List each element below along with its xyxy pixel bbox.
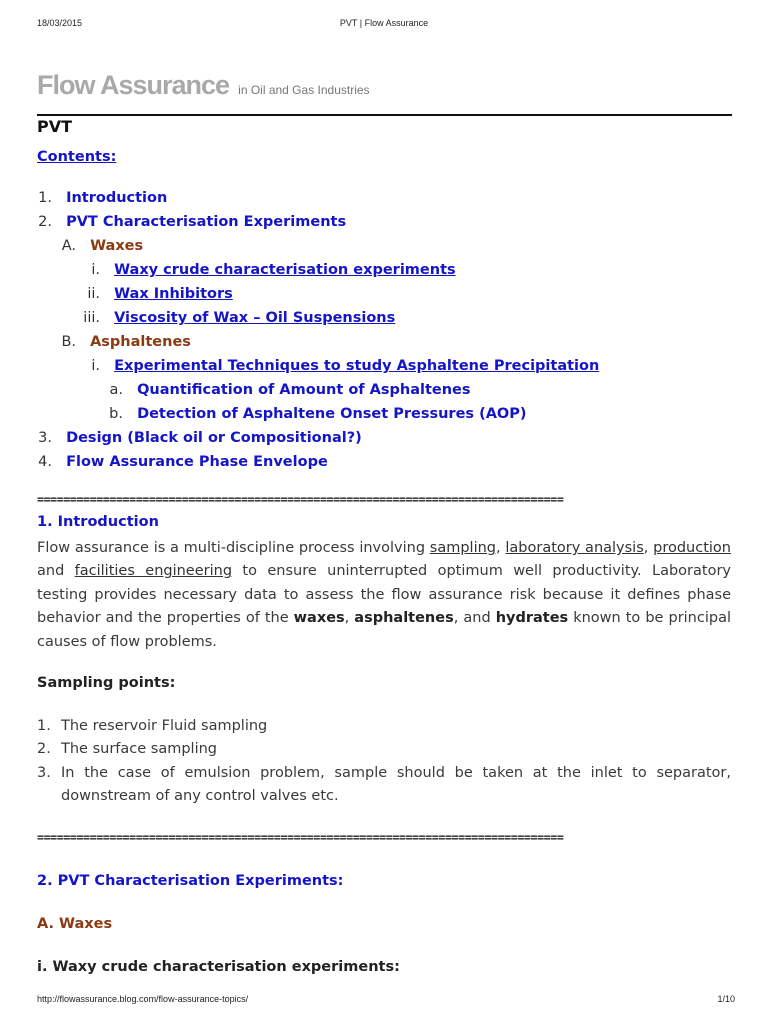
toc-marker: A. bbox=[61, 238, 76, 254]
heading-waxes: A. Waxes bbox=[37, 916, 113, 932]
intro-text: , and bbox=[453, 610, 496, 627]
separator-line: ================================================================================ bbox=[37, 492, 564, 506]
toc-link-waxes[interactable]: Waxes bbox=[90, 238, 144, 254]
toc-marker: 1. bbox=[38, 190, 52, 206]
toc-item[interactable] bbox=[0, 334, 191, 350]
intro-text: known to be principal causes of flow problems. bbox=[37, 610, 731, 650]
toc-marker: iii. bbox=[83, 310, 100, 326]
list-text: The reservoir Fluid sampling bbox=[61, 718, 268, 734]
list-number: 3. bbox=[37, 764, 51, 781]
toc-item[interactable] bbox=[0, 190, 167, 206]
print-date: 18/03/2015 bbox=[37, 18, 83, 28]
toc-marker: ii. bbox=[87, 286, 100, 302]
list-text: In the case of emulsion problem, sample should be taken at the inlet to separator, downstream of any control valves etc. bbox=[61, 764, 731, 805]
list-number: 2. bbox=[37, 741, 51, 758]
intro-paragraph bbox=[37, 537, 731, 654]
intro-text: to ensure uninterrupted optimum well productivity. Laboratory testing provides necessary data to assess the flow assurance risk because it defines phase behavior and the properties of the bbox=[37, 563, 731, 627]
toc-link-waxy-crude[interactable]: Waxy crude characterisation experiments bbox=[114, 262, 456, 278]
toc-item[interactable] bbox=[0, 262, 456, 278]
toc-marker: i. bbox=[91, 262, 100, 278]
term-asphaltenes: asphaltenes bbox=[354, 610, 454, 627]
toc-item[interactable] bbox=[0, 214, 346, 230]
page-title: PVT bbox=[37, 117, 73, 136]
toc-link-experimental-techniques[interactable]: Experimental Techniques to study Asphaltene Precipitation bbox=[114, 358, 600, 374]
link-sampling[interactable]: sampling bbox=[429, 540, 497, 556]
list-number: 1. bbox=[37, 718, 51, 734]
toc-link-design[interactable]: Design (Black oil or Compositional?) bbox=[66, 430, 362, 446]
site-header bbox=[37, 70, 732, 116]
toc-item[interactable] bbox=[0, 430, 362, 446]
toc-marker: 3. bbox=[38, 430, 52, 446]
heading-introduction: 1. Introduction bbox=[37, 514, 159, 530]
toc-marker: 4. bbox=[38, 454, 52, 470]
site-tagline: in Oil and Gas Industries bbox=[238, 83, 370, 97]
toc-item[interactable] bbox=[0, 382, 471, 398]
toc-link-phase-envelope[interactable]: Flow Assurance Phase Envelope bbox=[66, 454, 328, 470]
term-hydrates: hydrates bbox=[495, 610, 569, 627]
separator-line: ================================================================================ bbox=[37, 830, 564, 844]
intro-text: Flow assurance is a multi-discipline process involving bbox=[37, 540, 430, 556]
heading-sampling-points: Sampling points: bbox=[37, 675, 176, 691]
toc-marker: i. bbox=[91, 358, 100, 374]
toc-item[interactable] bbox=[0, 286, 233, 302]
intro-text: , bbox=[496, 540, 506, 556]
link-facilities-engineering[interactable]: facilities engineering bbox=[74, 563, 233, 580]
toc-link-detection-aop[interactable]: Detection of Asphaltene Onset Pressures (AOP) bbox=[137, 406, 527, 422]
toc-link-quantification[interactable]: Quantification of Amount of Asphaltenes bbox=[137, 382, 471, 398]
toc-item[interactable] bbox=[0, 358, 599, 374]
list-item bbox=[37, 738, 731, 761]
site-title[interactable]: Flow Assurance bbox=[37, 70, 230, 100]
toc-item[interactable] bbox=[0, 310, 395, 326]
link-production[interactable]: production bbox=[653, 540, 731, 556]
link-laboratory-analysis[interactable]: laboratory analysis bbox=[505, 540, 644, 556]
heading-waxy-crude: i. Waxy crude characterisation experiments: bbox=[37, 959, 400, 975]
toc-link-introduction[interactable]: Introduction bbox=[66, 190, 168, 206]
toc-item[interactable] bbox=[0, 238, 143, 254]
intro-text: and bbox=[37, 563, 75, 580]
term-waxes: waxes bbox=[293, 610, 345, 627]
sampling-list bbox=[37, 715, 731, 809]
list-item bbox=[37, 762, 731, 809]
toc-marker: b. bbox=[109, 406, 123, 422]
print-footer-url: http://flowassurance.blog.com/flow-assurance-topics/ bbox=[37, 994, 249, 1004]
toc-marker: 2. bbox=[38, 214, 52, 230]
toc-item[interactable] bbox=[0, 454, 328, 470]
contents-heading[interactable]: Contents: bbox=[37, 149, 117, 165]
intro-text: , bbox=[344, 610, 355, 627]
intro-text: , bbox=[643, 540, 654, 556]
toc-marker: B. bbox=[61, 334, 76, 350]
toc-link-viscosity[interactable]: Viscosity of Wax – Oil Suspensions bbox=[114, 310, 396, 326]
toc-link-asphaltenes[interactable]: Asphaltenes bbox=[90, 334, 191, 350]
toc-item[interactable] bbox=[0, 406, 527, 422]
toc-link-wax-inhibitors[interactable]: Wax Inhibitors bbox=[114, 286, 233, 302]
toc-link-pvt-characterisation[interactable]: PVT Characterisation Experiments bbox=[66, 214, 347, 230]
list-text: The surface sampling bbox=[61, 741, 217, 758]
print-page-number: 1/10 bbox=[717, 994, 735, 1004]
print-page-title: PVT | Flow Assurance bbox=[339, 18, 429, 28]
heading-pvt-characterisation: 2. PVT Characterisation Experiments: bbox=[37, 873, 344, 889]
list-item bbox=[37, 715, 731, 738]
toc-marker: a. bbox=[109, 382, 123, 398]
